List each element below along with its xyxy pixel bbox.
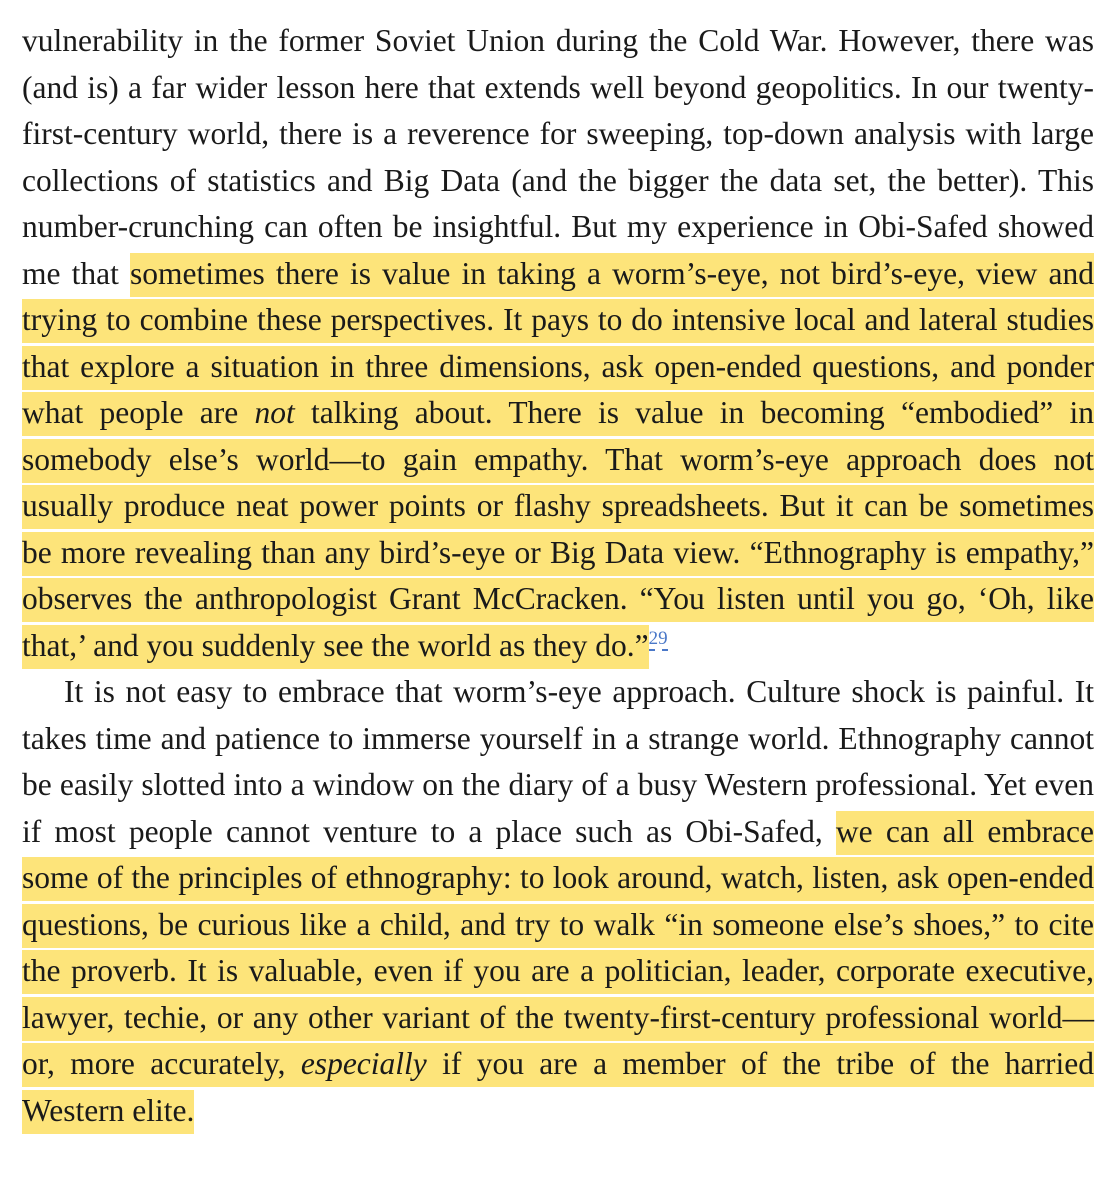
paragraph-2 (22, 669, 1094, 1134)
highlight-2[interactable] (22, 811, 1094, 1134)
paragraph-1 (22, 18, 1094, 669)
highlight-1-emphasis: not (254, 395, 295, 430)
highlight-1[interactable] (22, 253, 1094, 669)
highlight-2-emphasis: especially (300, 1046, 427, 1081)
book-page (22, 18, 1094, 1134)
highlight-2-text-b: if you are a member of the tribe of the harried Western elite. (22, 1046, 1094, 1128)
highlight-1-text-b: talking about. There is value in becoming “embodied” in somebody else’s world—to gain empathy. That worm’s-eye approach does not usually produce neat power points or flashy spreadsheets. But it can be sometimes be more revealing than any bird’s-eye or Big Data view. “Ethnography is empathy,” observes the anthropologist Grant McCracken. “You listen until you go, ‘Oh, like that,’ and you suddenly see the world as they do.” (22, 395, 1095, 663)
highlight-2-text-a: we can all embrace some of the principles of ethnography: to look around, watch, listen, ask open-ended questions, be curious like a child, and try to walk “in someone else’s shoes,” to cite the proverb. It is valuable, even if you are a politician, leader, corporate executive, lawyer, techie, or any other variant of the twenty-first-century professional world—or, more accurately, (22, 813, 1095, 1081)
paragraph-2-text: It is not easy to embrace that worm’s-eye approach. Culture shock is painful. It takes time and patience to immerse yourself in a strange world. Ethnography cannot be easily slotted into a window on the diary of a busy Western professional. Yet even if most people cannot venture to a place such as Obi-Safed, (22, 674, 1094, 849)
paragraph-1-text: vulnerability in the former Soviet Union during the Cold War. However, there was (and is) a far wider lesson here that extends well beyond geopolitics. In our twenty-first-century world, there is a reverence for sweeping, top-down analysis with large collections of statistics and Big Data (and the bigger the data set, the better). This number-crunching can often be insightful. But my experience in Obi-Safed showed me that (22, 23, 1094, 291)
footnote-link[interactable]: 29 (648, 628, 668, 649)
highlight-1-text-a: sometimes there is value in taking a worm’s-eye, not bird’s-eye, view and trying to combine these perspectives. It pays to do intensive local and lateral studies that explore a situation in three dimensions, ask open-ended questions, and ponder what people are (22, 255, 1094, 430)
